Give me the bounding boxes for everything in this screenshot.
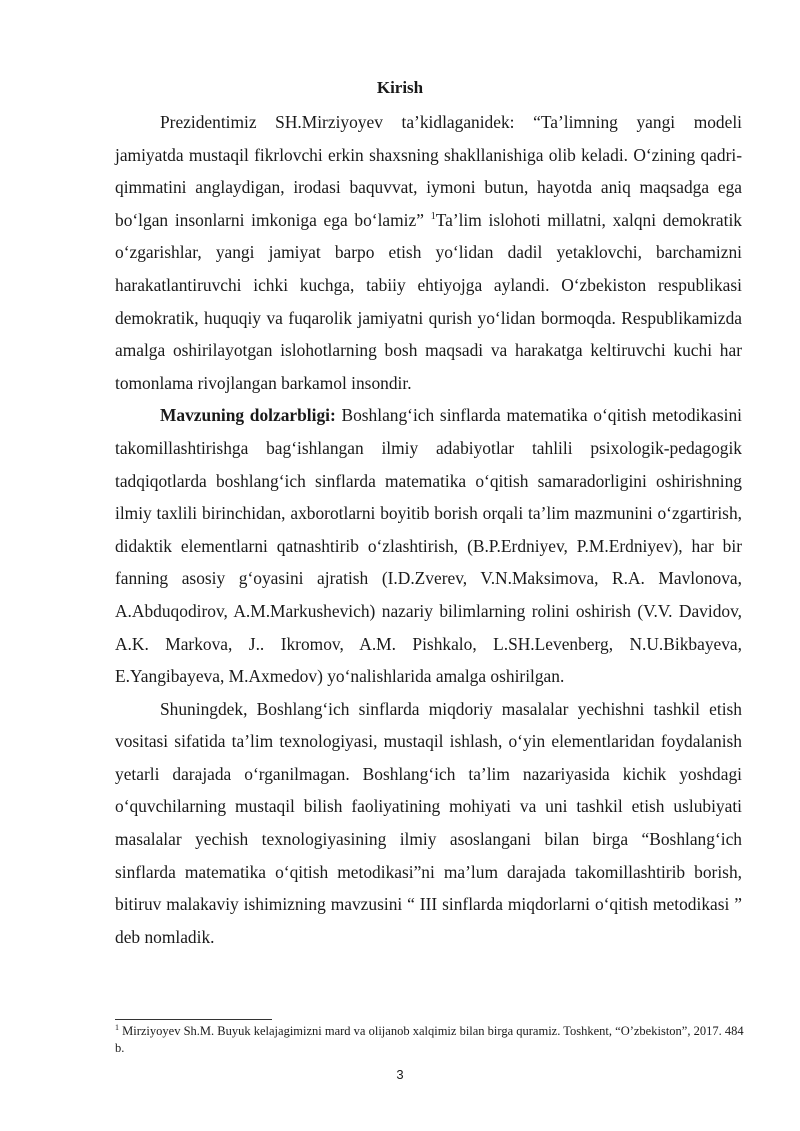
paragraph-intro-text-after: Ta’lim islohoti millatni, xalqni demokratik o‘zgarishlar, yangi jamiyat barpo etish yo‘lidan dadil yetaklovchi, barchamizni harakatlantiruvchi ichki kuchga, tabiiy ehtiyojga aylandi. O‘zbekiston respublikasi demokratik, huquqiy va fuqarolik jamiyatni qurish yo‘lidan bormoqda. Respublikamizda amalga oshirilayotgan islohotlarning bosh maqsadi va harakatga keltiruvchi kuchi har tomonlama rivojlangan barkamol insondir. (115, 209, 743, 393)
paragraph-also-text: Shuningdek, Boshlang‘ich sinflarda miqdoriy masalalar yechishni tashkil etish vositasi sifatida ta’lim texnologiyasi, mustaqil ishlash, o‘yin elementlaridan foydalanish yetarli darajada o‘rganilmagan. Boshlang‘ich ta’lim nazariyasida kichik yoshdagi o‘quvchilarning mustaqil bilish faoliyatining mohiyati va uni tashkil etish uslubiyati masalalar yechish texnologiyasining ilmiy asoslangani bilan birga “Boshlang‘ich sinflarda matematika o‘qitish metodikasi”ni ma’lum darajada takomillashtirib borish, bitiruv malakaviy ishimizning mavzusini “ III sinflarda miqdorlarni o‘qitish metodikasi ” deb nomladik. (115, 698, 742, 947)
body-text (115, 106, 742, 953)
paragraph-relevance-text: Boshlang‘ich sinflarda matematika o‘qitish metodikasini takomillashtirishga bag‘ishlangan ilmiy adabiyotlar tahlili psixologik-pedagogik tadqiqotlarda boshlang‘ich sinflarda matematika o‘qitish samaradorligini oshirishning ilmiy taxlili birinchidan, axborotlarni boyitib borish orqali ta’lim mazmunini o‘zgartirish, didaktik elementlarni qatnashtirib o‘zlashtirish, (B.P.Erdniyev, P.M.Erdniyev), har bir fanning asosiy g‘oyasini ajratish (I.D.Zverev, V.N.Maksimova, R.A. Mavlonova, A.Abduqodirov, A.M.Markushevich) nazariy bilimlarning rolini oshirish (V.V. Davidov, A.K. Markova, J.. Ikromov, A.M. Pishkalo, L.SH.Levenberg, N.U.Bikbayeva, E.Yangibayeva, M.Axmedov) yo‘nalishlarida amalga oshirilgan. (115, 405, 742, 687)
footnote-text: Mirziyoyev Sh.M. Buyuk kelajagimizni mard va olijanob xalqimiz bilan birga quramiz. Toshkent, “O’zbekiston”, 2017. 484 b. (115, 1024, 744, 1055)
paragraph-relevance (115, 399, 742, 692)
paragraph-relevance-lead: Mavzuning dolzarbligi: (160, 405, 336, 426)
paragraph-intro-text: Prezidentimiz SH.Mirziyoyev ta’kidlaganidek: “Ta’limning yangi modeli jamiyatda mustaqil fikrlovchi erkin shaxsning shakllanishiga olib keladi. O‘zining qadri-qimmatini anglaydigan, irodasi baquvvat, iymoni butun, hayotda aniq maqsadga ega bo‘lgan insonlarni imkoniga ega bo‘lamiz” (115, 112, 742, 230)
paragraph-also (115, 693, 742, 954)
footnote-divider (115, 1019, 272, 1020)
paragraph-intro (115, 106, 742, 399)
page-number: 3 (396, 1067, 404, 1082)
footnote (115, 1023, 745, 1057)
footnote-marker: 1 (115, 1022, 119, 1032)
section-heading: Kirish (376, 78, 424, 97)
footnote-reference[interactable]: 1 (430, 210, 436, 222)
